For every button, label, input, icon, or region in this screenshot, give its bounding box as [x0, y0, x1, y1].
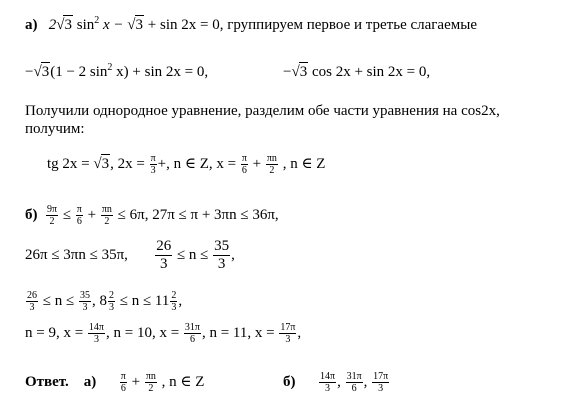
b2-a: 26π ≤ 3πn ≤ 35π, [25, 246, 128, 263]
tg-c: +, n ∈ Z, x = [157, 155, 240, 172]
part-b-line4 [25, 322, 301, 345]
answer-a-label: а) [83, 373, 97, 390]
b3-b: , 8 [91, 292, 107, 309]
ans-a-frac1: $\frac{\pi}{6}$ [120, 371, 126, 394]
b3-frac3: $\frac{2}{3}$ [108, 290, 114, 313]
eq-x: x − [99, 17, 128, 33]
ans-a-plus: + [127, 373, 144, 390]
ans-b-frac1: $\frac{14\pi}{3}$ [320, 371, 336, 394]
ans-b-comma1: , [337, 373, 341, 390]
b2-c: , [231, 246, 235, 263]
b1-frac2: $\frac{\pi}{6}$ [76, 204, 82, 227]
tg-root: 3 [101, 155, 110, 172]
part-a-label: а) [25, 17, 38, 33]
ans-b-frac2: $\frac{31\pi}{6}$ [346, 371, 362, 394]
b1-frac1: $\frac{9\pi}{2}$ [47, 204, 58, 227]
b2-frac1: $\frac{26}{3}$ [156, 238, 172, 272]
grp-a3: x) + sin 2x = 0, [112, 64, 209, 80]
part-b-line3 [25, 290, 182, 313]
grp-minus: − [25, 64, 34, 80]
eq-exp: 2 [94, 15, 100, 26]
part-a-cos-form: −√3 cos 2x + sin 2x = 0, [283, 64, 431, 80]
tg-e: , n ∈ Z [278, 155, 326, 172]
b2-frac2: $\frac{35}{3}$ [214, 238, 230, 272]
part-b-line1 [25, 204, 279, 227]
text-homogeneous: Получили однородное уравнение, разделим обе части уравнения на cos2x, [25, 103, 500, 119]
b4-frac2: $\frac{31\pi}{6}$ [184, 322, 200, 345]
b1-b: + [83, 206, 100, 223]
tg-frac1: $\frac{\pi}{3}$ [150, 153, 156, 176]
b1-frac3: $\frac{\pi n}{2}$ [101, 204, 112, 227]
cos-rest: cos 2x + sin 2x = 0, [308, 64, 431, 80]
eq-comment: группируем первое и третье слагаемые [223, 17, 477, 33]
b4-b: , n = 10, x = [105, 324, 183, 341]
b4-c: , n = 11, x = [201, 324, 279, 341]
b4-a: n = 9, x = [25, 324, 87, 341]
part-b-line2 [25, 238, 235, 273]
answer-label: Ответ. [25, 373, 69, 390]
b4-frac1: $\frac{14\pi}{3}$ [88, 322, 104, 345]
b4-frac3: $\frac{17\pi}{3}$ [280, 322, 296, 345]
ans-a-frac2: $\frac{\pi n}{2}$ [145, 371, 156, 394]
tg-frac2: $\frac{\pi}{6}$ [241, 153, 247, 176]
eq-root2: 3 [135, 17, 144, 33]
b3-frac4: $\frac{2}{3}$ [171, 290, 177, 313]
b2-b: ≤ n ≤ [173, 246, 213, 263]
ans-b-frac3: $\frac{17\pi}{3}$ [373, 371, 389, 394]
cos-root: 3 [299, 64, 308, 80]
b3-frac2: $\frac{35}{3}$ [79, 290, 90, 313]
answer-line [25, 371, 204, 394]
b3-frac1: $\frac{26}{3}$ [27, 290, 37, 313]
b1-a: ≤ [59, 206, 75, 223]
answer-b-line [283, 371, 390, 394]
b1-c: ≤ 6π, 27π ≤ π + 3πn ≤ 36π, [113, 206, 279, 223]
text-obtain: получим: [25, 121, 85, 137]
grp-a2: (1 − 2 sin [50, 64, 108, 80]
eq-coef: 2 [48, 17, 57, 33]
b3-c: ≤ n ≤ 11 [115, 292, 170, 309]
b3-d: , [178, 292, 183, 309]
answer-b-label: б) [283, 373, 296, 390]
b3-a: ≤ n ≤ [39, 292, 78, 309]
cos-minus: − [283, 64, 292, 80]
eq-rest: + sin 2x = 0, [144, 17, 224, 33]
ans-a-tail: , n ∈ Z [157, 373, 205, 390]
part-b-label: б) [25, 206, 38, 223]
part-a-grouping: −√3(1 − 2 $\sin^2 x) + \sin 2x = 0$, [25, 62, 209, 80]
b4-d: , [297, 324, 302, 341]
eq-root: 3 [64, 17, 72, 33]
grp-exp: 2 [107, 62, 113, 73]
tg-frac3: $\frac{\pi n}{2}$ [266, 153, 277, 176]
grp-root: 3 [41, 64, 50, 80]
eq-sin: sin [72, 17, 95, 33]
part-a-equation: а) 2√3 $\sin^2 x - √3 + \sin 2x = 0$, группируем первое и третье слагаемые [25, 15, 477, 33]
ans-b-comma2: , [363, 373, 368, 390]
tg-d: + [248, 155, 265, 172]
tg-line: tg 2x = √3, 2x = $\frac{\pi}{3}$ +, n ∈ Z, x = $\frac{\pi}{6}$ + $\frac{\pi n}{2}$ , n ∈ Z [47, 153, 326, 176]
tg-a: tg 2x = [47, 155, 94, 172]
tg-b: , 2x = [110, 155, 149, 172]
